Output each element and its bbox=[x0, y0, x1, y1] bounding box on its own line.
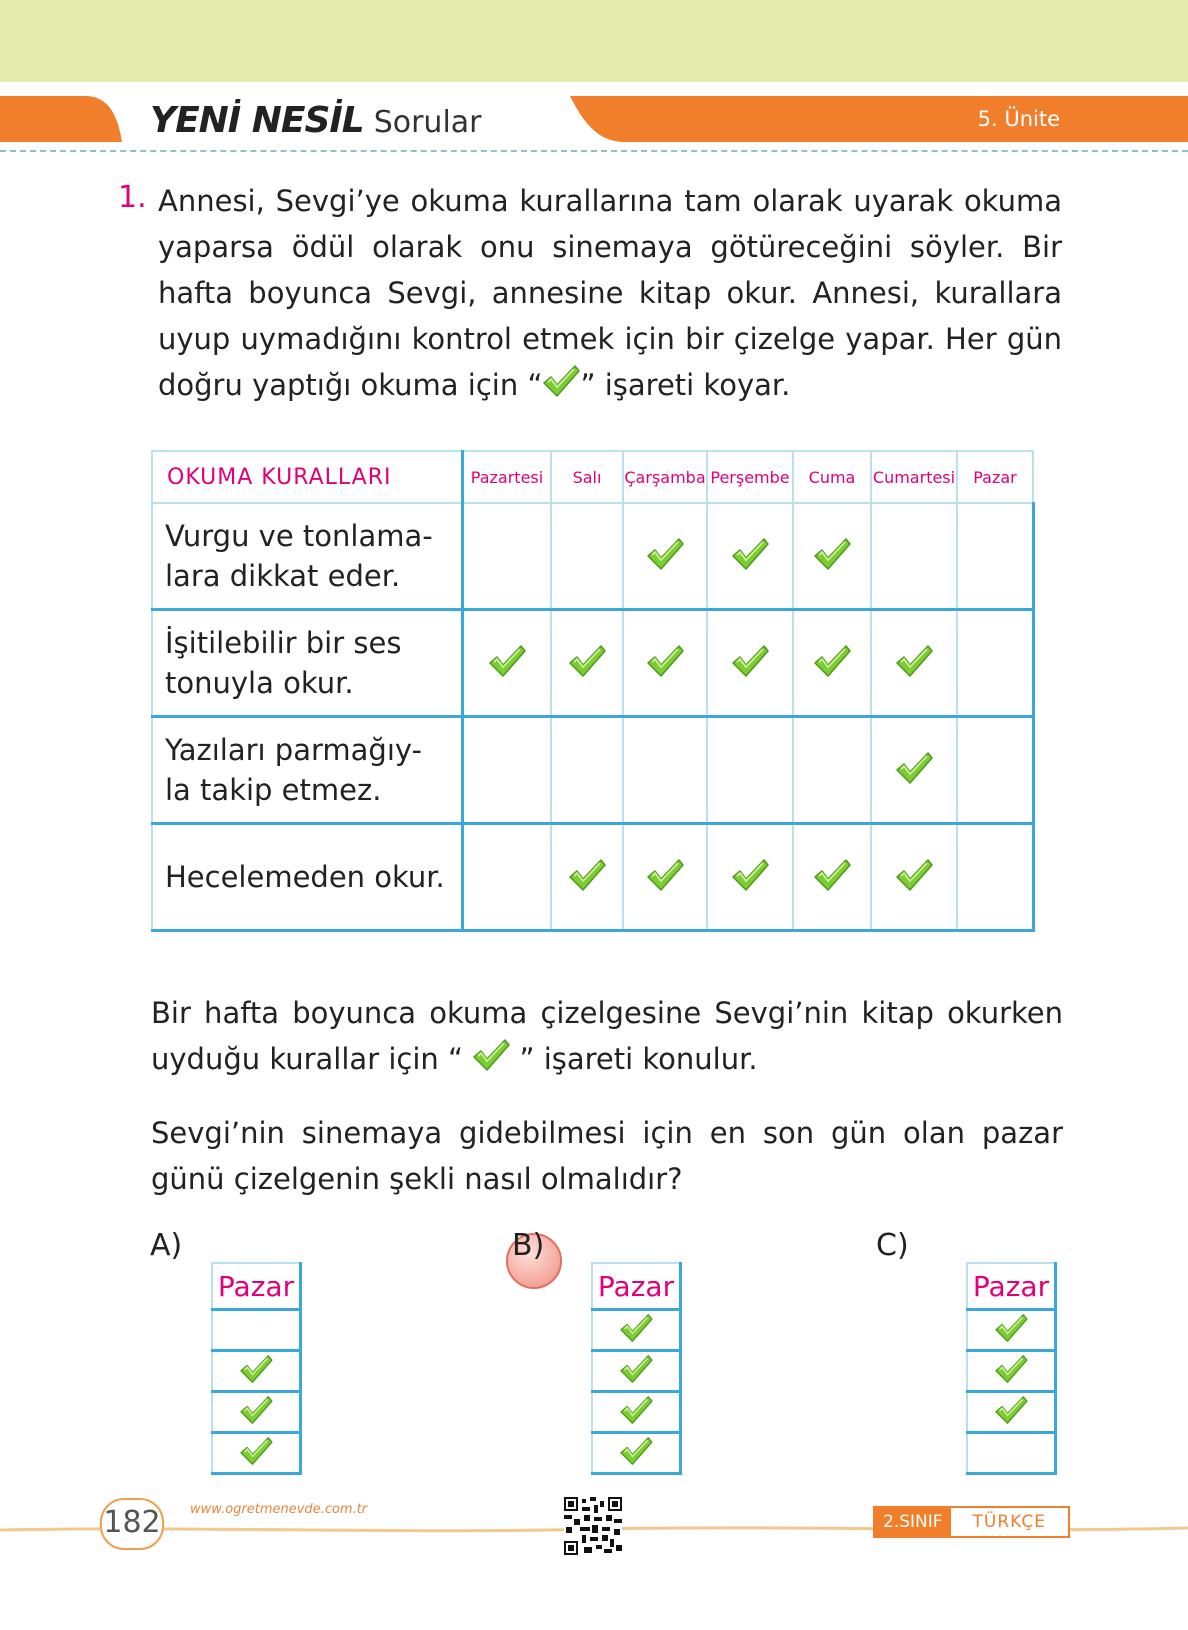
check-cell bbox=[707, 610, 793, 717]
check-mark-icon bbox=[994, 1354, 1028, 1388]
check-cell bbox=[623, 717, 707, 824]
question-text bbox=[158, 178, 1062, 411]
check-mark-icon bbox=[472, 1038, 510, 1085]
check-mark-icon bbox=[895, 751, 933, 789]
option-c-label[interactable]: C) bbox=[876, 1228, 909, 1263]
question-text-part2: ” işareti koyar. bbox=[580, 368, 791, 402]
option-check-cell bbox=[592, 1392, 681, 1433]
check-cell bbox=[707, 503, 793, 610]
option-check-cell bbox=[592, 1310, 681, 1351]
paragraph2-part2: ” işareti konulur. bbox=[510, 1042, 758, 1076]
check-cell bbox=[551, 610, 623, 717]
option-b-table bbox=[591, 1262, 682, 1475]
website-link[interactable]: www.ogretmenevde.com.tr bbox=[190, 1502, 368, 1517]
table-header-row bbox=[152, 451, 1033, 503]
qr-code-icon bbox=[564, 1497, 622, 1555]
check-cell bbox=[871, 717, 957, 824]
option-header: Pazar bbox=[592, 1263, 681, 1310]
rule-label: Hecelemeden okur. bbox=[152, 824, 463, 931]
check-cell bbox=[707, 717, 793, 824]
paragraph-question: Sevgi’nin sinemaya gidebilmesi için en son gün olan pazar günü çizelgenin şekli nasıl olmalıdır? bbox=[151, 1116, 1063, 1196]
check-cell bbox=[551, 717, 623, 824]
check-mark-icon bbox=[568, 644, 606, 682]
option-a-table bbox=[211, 1262, 302, 1475]
check-cell bbox=[871, 824, 957, 931]
question-text-part1: Annesi, Sevgi’ye okuma kurallarına tam olarak uyarak okuma yaparsa ödül olarak onu sinemaya götüreceğini söyler. Bir hafta boyunca Sevgi, annesine kitap okur. Annesi, kurallara uyup uymadığını kontrol etmek için bir çizelge yapar. Her gün doğru yaptığı okuma için “ bbox=[158, 184, 1062, 402]
check-cell bbox=[793, 717, 871, 824]
check-cell bbox=[551, 503, 623, 610]
check-mark-icon bbox=[239, 1436, 273, 1470]
table-row bbox=[152, 717, 1033, 824]
unit-label: 5. Ünite bbox=[977, 107, 1060, 131]
check-mark-icon bbox=[731, 644, 769, 682]
check-cell bbox=[463, 824, 552, 931]
check-mark-icon bbox=[568, 858, 606, 896]
check-cell bbox=[871, 610, 957, 717]
option-check-cell bbox=[967, 1351, 1056, 1392]
option-check-cell bbox=[212, 1310, 301, 1351]
check-mark-icon bbox=[813, 644, 851, 682]
check-cell bbox=[793, 610, 871, 717]
option-check-cell bbox=[967, 1392, 1056, 1433]
subject-label: TÜRKÇE bbox=[951, 1508, 1068, 1536]
day-header: Pazar bbox=[957, 451, 1033, 503]
check-cell bbox=[957, 610, 1033, 717]
check-mark-icon bbox=[619, 1436, 653, 1470]
table-header-rules: OKUMA KURALLARI bbox=[152, 451, 463, 503]
table-row bbox=[152, 503, 1033, 610]
check-mark-icon bbox=[994, 1395, 1028, 1429]
check-mark-icon bbox=[994, 1313, 1028, 1347]
grade-subject-badge bbox=[873, 1506, 1070, 1538]
check-cell bbox=[793, 824, 871, 931]
option-header: Pazar bbox=[212, 1263, 301, 1310]
day-header: Çarşamba bbox=[623, 451, 707, 503]
dashed-divider bbox=[0, 150, 1188, 152]
check-mark-icon bbox=[542, 364, 580, 411]
question-number: 1. bbox=[118, 180, 147, 215]
option-check-cell bbox=[212, 1433, 301, 1474]
option-c-table bbox=[966, 1262, 1057, 1475]
option-check-cell bbox=[592, 1351, 681, 1392]
option-check-cell bbox=[592, 1433, 681, 1474]
check-mark-icon bbox=[731, 858, 769, 896]
rule-label: Vurgu ve tonlama- lara dikkat eder. bbox=[152, 503, 463, 610]
table-row bbox=[152, 610, 1033, 717]
day-header: Perşembe bbox=[707, 451, 793, 503]
option-b-label[interactable]: B) bbox=[512, 1228, 545, 1263]
day-header: Pazartesi bbox=[463, 451, 552, 503]
check-mark-icon bbox=[646, 858, 684, 896]
check-cell bbox=[623, 610, 707, 717]
check-mark-icon bbox=[895, 858, 933, 896]
section-title bbox=[150, 100, 482, 141]
check-mark-icon bbox=[619, 1395, 653, 1429]
top-band bbox=[0, 0, 1188, 82]
day-header: Cuma bbox=[793, 451, 871, 503]
paragraph2-part1: Bir hafta boyunca okuma çizelgesine Sevgi’nin kitap okurken uyduğu kurallar için “ bbox=[151, 996, 1063, 1076]
table-row bbox=[152, 824, 1033, 931]
option-header: Pazar bbox=[967, 1263, 1056, 1310]
check-mark-icon bbox=[813, 858, 851, 896]
option-check-cell bbox=[212, 1351, 301, 1392]
paragraph-explanation bbox=[151, 990, 1063, 1085]
check-mark-icon bbox=[239, 1395, 273, 1429]
check-mark-icon bbox=[619, 1354, 653, 1388]
page-number: 182 bbox=[100, 1498, 164, 1550]
section-title-bold: YENİ NESİL bbox=[150, 100, 364, 141]
check-cell bbox=[463, 717, 552, 824]
check-mark-icon bbox=[239, 1354, 273, 1388]
check-cell bbox=[957, 717, 1033, 824]
check-mark-icon bbox=[731, 537, 769, 575]
check-mark-icon bbox=[646, 537, 684, 575]
check-mark-icon bbox=[619, 1313, 653, 1347]
check-cell bbox=[551, 824, 623, 931]
section-title-light: Sorular bbox=[373, 105, 482, 140]
check-mark-icon bbox=[488, 644, 526, 682]
option-check-cell bbox=[967, 1310, 1056, 1351]
check-cell bbox=[957, 824, 1033, 931]
option-check-cell bbox=[967, 1433, 1056, 1474]
rule-label: Yazıları parmağıy- la takip etmez. bbox=[152, 717, 463, 824]
check-cell bbox=[623, 824, 707, 931]
check-cell bbox=[871, 503, 957, 610]
check-mark-icon bbox=[895, 644, 933, 682]
check-mark-icon bbox=[813, 537, 851, 575]
reading-rules-table bbox=[151, 450, 1035, 932]
rule-label: İşitilebilir bir ses tonuyla okur. bbox=[152, 610, 463, 717]
day-header: Cumartesi bbox=[871, 451, 957, 503]
check-cell bbox=[623, 503, 707, 610]
grade-label: 2.SINIF bbox=[875, 1508, 951, 1536]
check-cell bbox=[793, 503, 871, 610]
option-check-cell bbox=[212, 1392, 301, 1433]
day-header: Salı bbox=[551, 451, 623, 503]
check-cell bbox=[957, 503, 1033, 610]
check-cell bbox=[463, 503, 552, 610]
check-cell bbox=[707, 824, 793, 931]
option-a-label[interactable]: A) bbox=[150, 1228, 183, 1263]
check-mark-icon bbox=[646, 644, 684, 682]
check-cell bbox=[463, 610, 552, 717]
